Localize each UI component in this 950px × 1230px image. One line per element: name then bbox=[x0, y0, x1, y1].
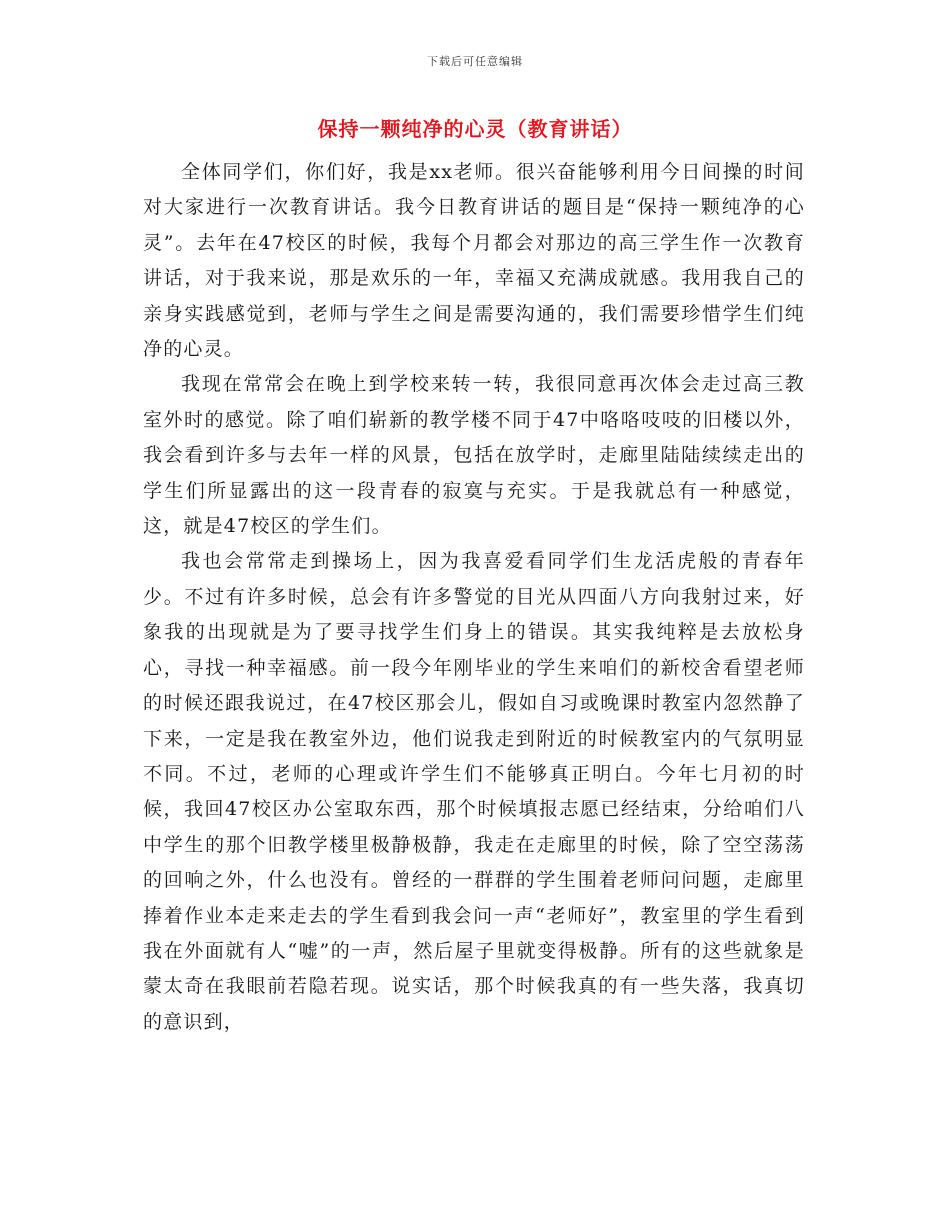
document-body bbox=[143, 155, 805, 1040]
paragraph-3: 我也会常常走到操场上，因为我喜爱看同学们生龙活虎般的青春年少。不过有许多时候，总会有许多警觉的目光从四面八方向我射过来，好象我的出现就是为了要寻找学生们身上的错误。其实我纯粹是去放松身心，寻找一种幸福感。前一段今年刚毕业的学生来咱们的新校舍看望老师的时候还跟我说过，在47校区那会儿，假如自习或晚课时教室内忽然静了下来，一定是我在教室外边，他们说我走到附近的时候教室内的气氛明显不同。不过，老师的心理或许学生们不能够真正明白。今年七月初的时候，我回47校区办公室取东西，那个时候填报志愿已经结束，分给咱们八中学生的那个旧教学楼里极静极静，我走在走廊里的时候，除了空空荡荡的回响之外，什么也没有。曾经的一群群的学生围着老师问问题，走廊里捧着作业本走来走去的学生看到我会问一声“老师好”，教室里的学生看到我在外面就有人“嘘”的一声，然后屋子里就变得极静。所有的这些就象是蒙太奇在我眼前若隐若现。说实话，那个时候我真的有一些失落，我真切的意识到， bbox=[143, 550, 805, 1033]
paragraph-1: 全体同学们，你们好，我是xx老师。很兴奋能够利用今日间操的时间对大家进行一次教育讲话。我今日教育讲话的题目是“保持一颗纯净的心灵”。去年在47校区的时候，我每个月都会对那边的高三学生作一次教育讲话，对于我来说，那是欢乐的一年，幸福又充满成就感。我用我自己的亲身实践感觉到，老师与学生之间是需要沟通的，我们需要珍惜学生们纯净的心灵。 bbox=[143, 161, 805, 361]
paragraph-2: 我现在常常会在晚上到学校来转一转，我很同意再次体会走过高三教室外时的感觉。除了咱们崭新的教学楼不同于47中咯咯吱吱的旧楼以外，我会看到许多与去年一样的风景，包括在放学时，走廊里陆陆续续走出的学生们所显露出的这一段青春的寂寞与充实。于是我就总有一种感觉，这，就是47校区的学生们。 bbox=[143, 373, 805, 538]
document-title: 保持一颗纯净的心灵（教育讲话） bbox=[317, 117, 633, 141]
header-note: 下载后可任意编辑 bbox=[427, 55, 523, 68]
